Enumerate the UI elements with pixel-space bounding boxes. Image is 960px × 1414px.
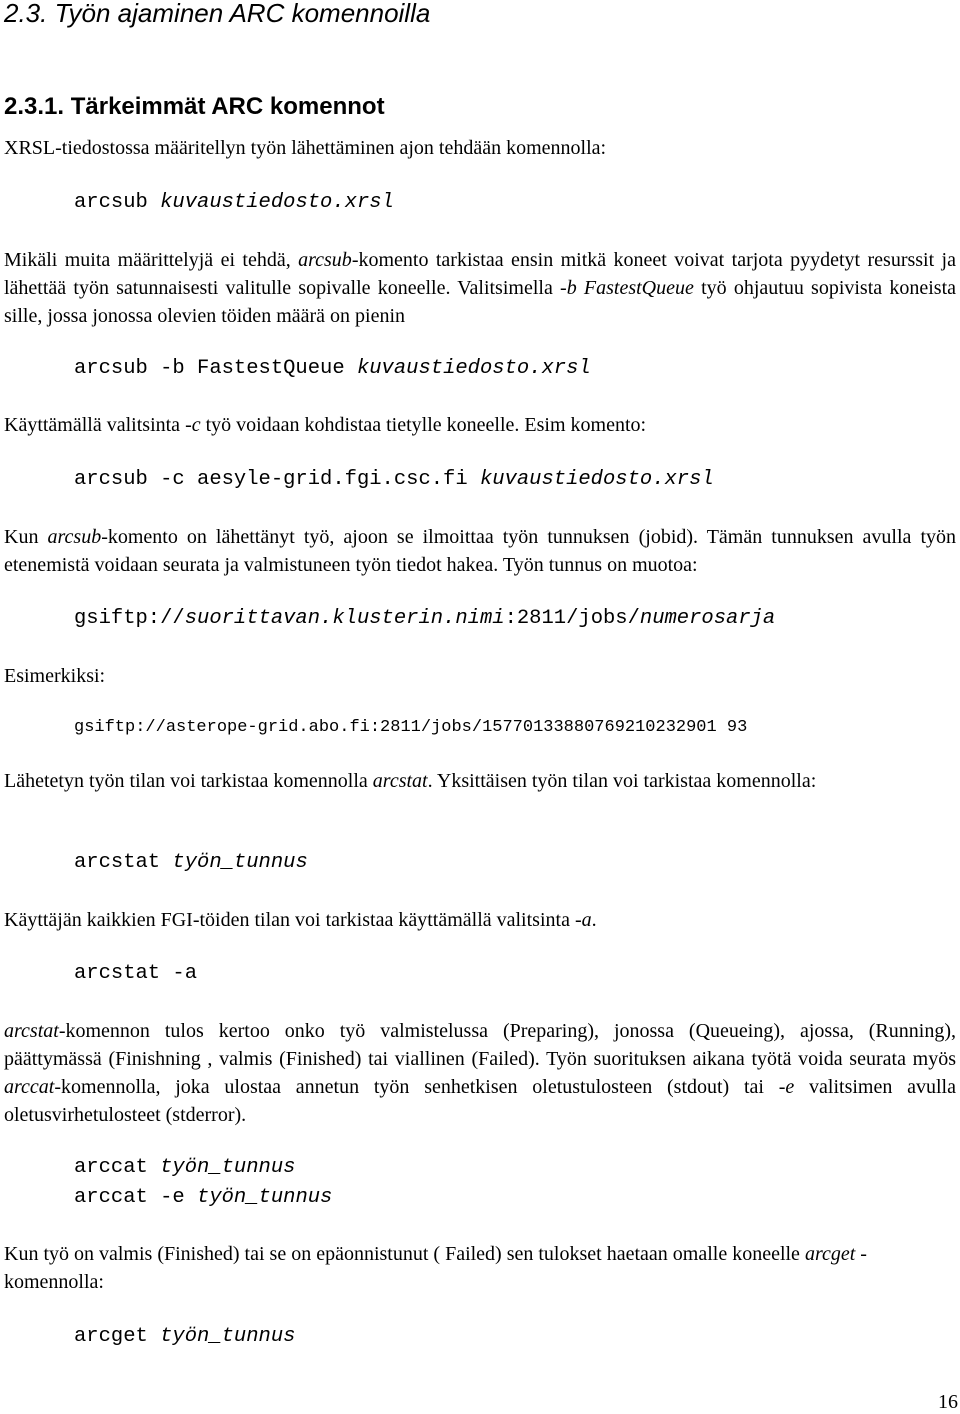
code-arccat [74,1153,295,1183]
code-part: suorittavan.klusterin.nimi [184,607,505,630]
code-part: numerosarja [639,607,776,630]
code-part: gsiftp:// [74,607,185,630]
page-number: 16 [938,1391,958,1413]
text: -komento on lähettänyt työ, ajoon se ilmoittaa työn tunnuksen (jobid). Tämän tunnuksen avulla työn etenemistä voidaan seurata ja valmistuneen työn tiedot hakea. Työn tunnus on muotoa: [4,526,957,576]
emph-arccat: arccat [4,1076,55,1098]
code-argument: työn_tunnus [172,851,308,874]
text: -komennon tulos kertoo onko työ valmistelussa (Preparing), jonossa (Queueing), ajossa, (Running), päättymässä (Finishning , valmis (Finished) tai viallinen (Failed). Työn suorituksen aikana työtä voida seurata myös [4,1020,956,1070]
text: Mikäli muita määrittelyjä ei tehdä, [4,249,299,271]
code-arcsub-fastestqueue [74,354,591,384]
code-arccat-e [74,1183,332,1213]
emph-fastestqueue: -b FastestQueue [560,277,694,299]
text: . Yksittäisen työn tilan voi tarkistaa komennolla: [427,770,817,792]
code-arcget [74,1322,295,1352]
code-command: arccat -e [74,1186,198,1209]
emph-c: -c [185,414,201,436]
code-jobid-format [74,604,775,634]
paragraph-arcsub-description [4,246,956,330]
text: Käyttämällä valitsinta [4,414,186,436]
code-command: arccat [74,1156,161,1179]
code-command: arcget [74,1325,161,1348]
code-part: :2811/jobs/ [504,607,640,630]
text: -komento tarkistaa ensin mitkä koneet voivat tarjota pyydetyt resurssit ja lähettää työn satunnaisesti valitulle sopivalle koneelle. Valitsimella [4,249,956,299]
paragraph-example-label: Esimerkiksi: [4,665,106,687]
code-argument: kuvaustiedosto.xrsl [479,468,714,491]
subsection-title: 2.3.1. Tärkeimmät ARC komennot [4,93,385,120]
code-argument: kuvaustiedosto.xrsl [356,357,591,380]
emph-arcget: arcget [804,1243,856,1265]
code-command: arcsub -b FastestQueue [74,357,357,380]
emph-arcstat: arcstat [372,770,428,792]
section-title: 2.3. Työn ajaminen ARC komennoilla [4,0,431,28]
paragraph-option-c [4,411,956,439]
text: työ ohjautuu sopivista koneista sille, jossa jonossa olevien töiden määrä on pienin [4,277,956,327]
text: työ voidaan kohdistaa tietylle koneelle. Esim komento: [200,414,647,436]
paragraph-job-states [4,1017,956,1129]
paragraph-jobid [4,523,956,579]
code-command: arcsub [74,191,161,214]
text: -komennolla, joka ulostaa annetun työn senhetkisen oletustulosteen (stdout) tai [54,1076,779,1098]
paragraph-arcget [4,1240,956,1296]
code-arcstat-a: arcstat -a [74,962,198,985]
emph-arcsub: arcsub [47,526,102,548]
text: Käyttäjän kaikkien FGI-töiden tilan voi tarkistaa käyttämällä valitsinta [4,909,575,931]
emph-a: -a [574,909,592,931]
code-argument: työn_tunnus [197,1186,333,1209]
code-arcstat [74,848,308,878]
code-arcsub [74,188,394,218]
paragraph-intro: XRSL-tiedostossa määritellyn työn lähettäminen ajon tehdään komennolla: [4,137,607,159]
emph-arcstat: arcstat [4,1020,59,1042]
code-arcsub-c [74,465,714,495]
text: -komennolla: [4,1243,867,1293]
code-jobid-example: gsiftp://asterope-grid.abo.fi:2811/jobs/15770133880769210232901 93 [74,718,748,737]
text: Kun työ on valmis (Finished) tai se on epäonnistunut ( Failed) sen tulokset haetaan omalle koneelle [4,1243,805,1265]
text: . [591,909,597,931]
code-command: arcstat [74,851,173,874]
paragraph-arcstat [4,767,956,795]
code-argument: työn_tunnus [160,1156,296,1179]
code-argument: työn_tunnus [160,1325,296,1348]
emph-e: -e [778,1076,795,1098]
emph-arcsub: arcsub [298,249,352,271]
code-argument: kuvaustiedosto.xrsl [160,191,394,214]
paragraph-arcstat-a [4,906,956,934]
code-command: arcsub -c aesyle-grid.fgi.csc.fi [74,468,480,491]
text: valitsimen avulla oletusvirhetulosteet (stderror). [4,1076,956,1126]
text: Kun [4,526,48,548]
text: Lähetetyn työn tilan voi tarkistaa komennolla [4,770,373,792]
